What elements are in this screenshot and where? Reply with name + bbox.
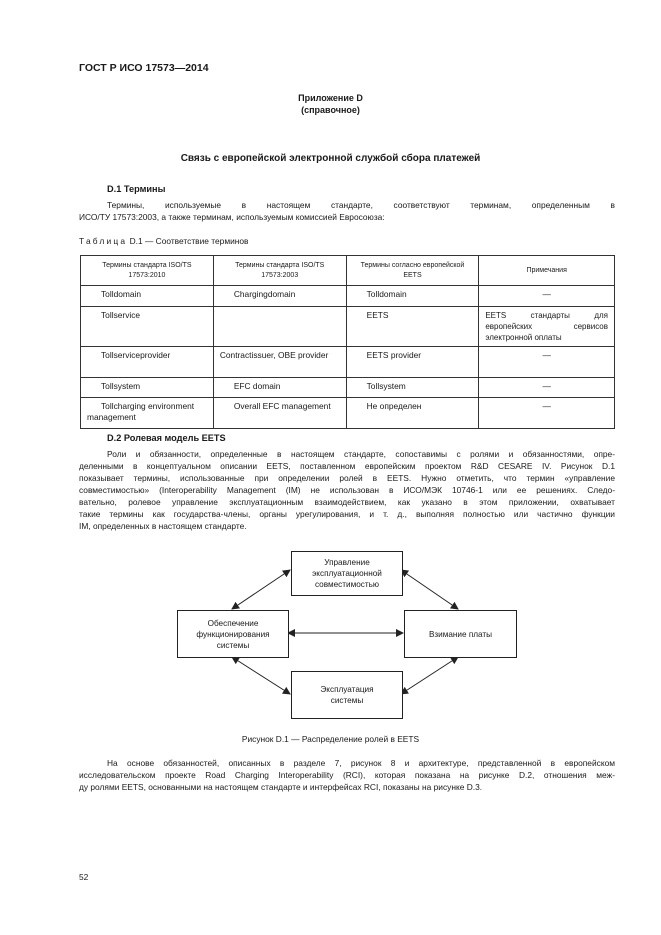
box-system-support [177, 610, 289, 658]
closing-line: ду ролями EETS, основанными на настоящем стандарте и интерфейсах RCI, показаны на рисунке D.3. [79, 782, 483, 792]
d2-heading: D.2 Ролевая модель EETS [107, 433, 226, 443]
box-text: Управление [324, 558, 370, 567]
document-id: ГОСТ Р ИСО 17573—2014 [79, 62, 209, 74]
d1-line: ИСО/ТУ 17573:2003, а также терминам, используемым комиссией Евросоюза: [79, 212, 385, 222]
box-text: Эксплуатация [320, 685, 374, 694]
box-text: системы [216, 640, 250, 650]
cell-text: Tollservice [101, 310, 141, 320]
d2-line: вательно, ролевое управление эксплуатационным взаимодействием, как указано в этом приложении, охватывает [79, 497, 615, 507]
arrow-top-left [232, 570, 290, 609]
cell-text: Contractissuer, OBE provider [219, 350, 329, 360]
table-caption-text: D.1 — Соответствие терминов [129, 236, 249, 246]
cell-text: Tollsystem [101, 381, 141, 391]
table-caption-prefix: Таблица [79, 236, 128, 246]
box-interoperability-management [291, 551, 403, 596]
column-header: Термины стандарта ISO/TS 17573:2010 [81, 256, 214, 286]
table-cell: EETS стандарты для европейских сервисов электронной оплаты [479, 307, 615, 347]
closing-line: исследовательском проекте Road Charging Interoperability (RCI), которая показана на рисунке D.2, отношения меж- [79, 770, 615, 780]
cell-text: EETS [366, 310, 389, 320]
d2-line: Роли и обязанности, определенные в настоящем стандарте, сопоставимы с ролями и обязанностями, опре- [107, 449, 615, 459]
cell-text: EETS provider [366, 350, 422, 360]
closing-line: На основе обязанностей, описанных в разделе 7, рисунок 8 и архитектуре, представленной в европейском [107, 758, 615, 768]
cell-text: EFC domain [233, 381, 281, 391]
column-header: Термины согласно европейской EETS [346, 256, 479, 286]
cell-text: Tollcharging environment management [87, 401, 195, 422]
box-text: функционирования [196, 629, 270, 639]
d2-line: деленными в концептуальном описании EETS, поставленном европейским проектом R&D CESARE IV. Рисунок D.1 [79, 461, 615, 471]
arrow-top-right [401, 570, 458, 609]
box-text: совместимостью [314, 580, 379, 589]
closing-paragraph [79, 757, 615, 793]
d2-line: такие термины как государства-члены, органы урегулирования, и т. д., выполняя полностью или частично функции [79, 509, 615, 519]
page-number: 52 [79, 872, 89, 882]
table-cell: — [479, 398, 615, 429]
d1-line: Термины, используемые в настоящем стандарте, соответствуют терминам, определенным в [107, 200, 615, 210]
table-cell: — [479, 286, 615, 307]
figure-caption: Рисунок D.1 — Распределение ролей в EETS [241, 734, 420, 744]
cell-text: Overall EFC management [233, 401, 331, 411]
box-text: Взимание платы [428, 629, 493, 639]
arrow-left-bottom [232, 657, 290, 694]
cell-text: Tollserviceprovider [101, 350, 171, 360]
section-title: Связь с европейской электронной службой сбора платежей [180, 153, 481, 164]
cell-text: Tolldomain [101, 289, 142, 299]
cell-text: Не определен [366, 401, 422, 411]
box-text: эксплуатационной [312, 569, 382, 578]
appendix-subtitle: (справочное) [301, 105, 360, 115]
appendix-title-line: Приложение D [298, 93, 363, 103]
box-text: системы [330, 696, 364, 705]
arrow-right-bottom [401, 657, 458, 694]
cell-text: Tolldomain [366, 289, 407, 299]
d2-line: IM, определенных в настоящем стандарте. [79, 521, 247, 531]
column-header: Термины стандарта ISO/TS 17573:2003 [213, 256, 346, 286]
d1-heading: D.1 Термины [107, 184, 166, 194]
table-cell: — [479, 347, 615, 378]
box-toll-charging [404, 610, 517, 658]
cell-text: Tollsystem [366, 381, 406, 391]
column-header: Примечания [479, 256, 615, 286]
d2-line: показывает термины, использованные при определении ролей в EETS. Нужно отметить, что термин «управление [79, 473, 615, 483]
d2-line: совместимостью» (Interoperability Management (IM) не использован в ИСО/МЭК 10746-1 или ее решениях. Следо- [79, 485, 615, 495]
box-text: Обеспечение [207, 618, 259, 628]
cell-text: Chargingdomain [233, 289, 296, 299]
box-system-operation [291, 671, 403, 719]
table-cell: — [479, 378, 615, 398]
